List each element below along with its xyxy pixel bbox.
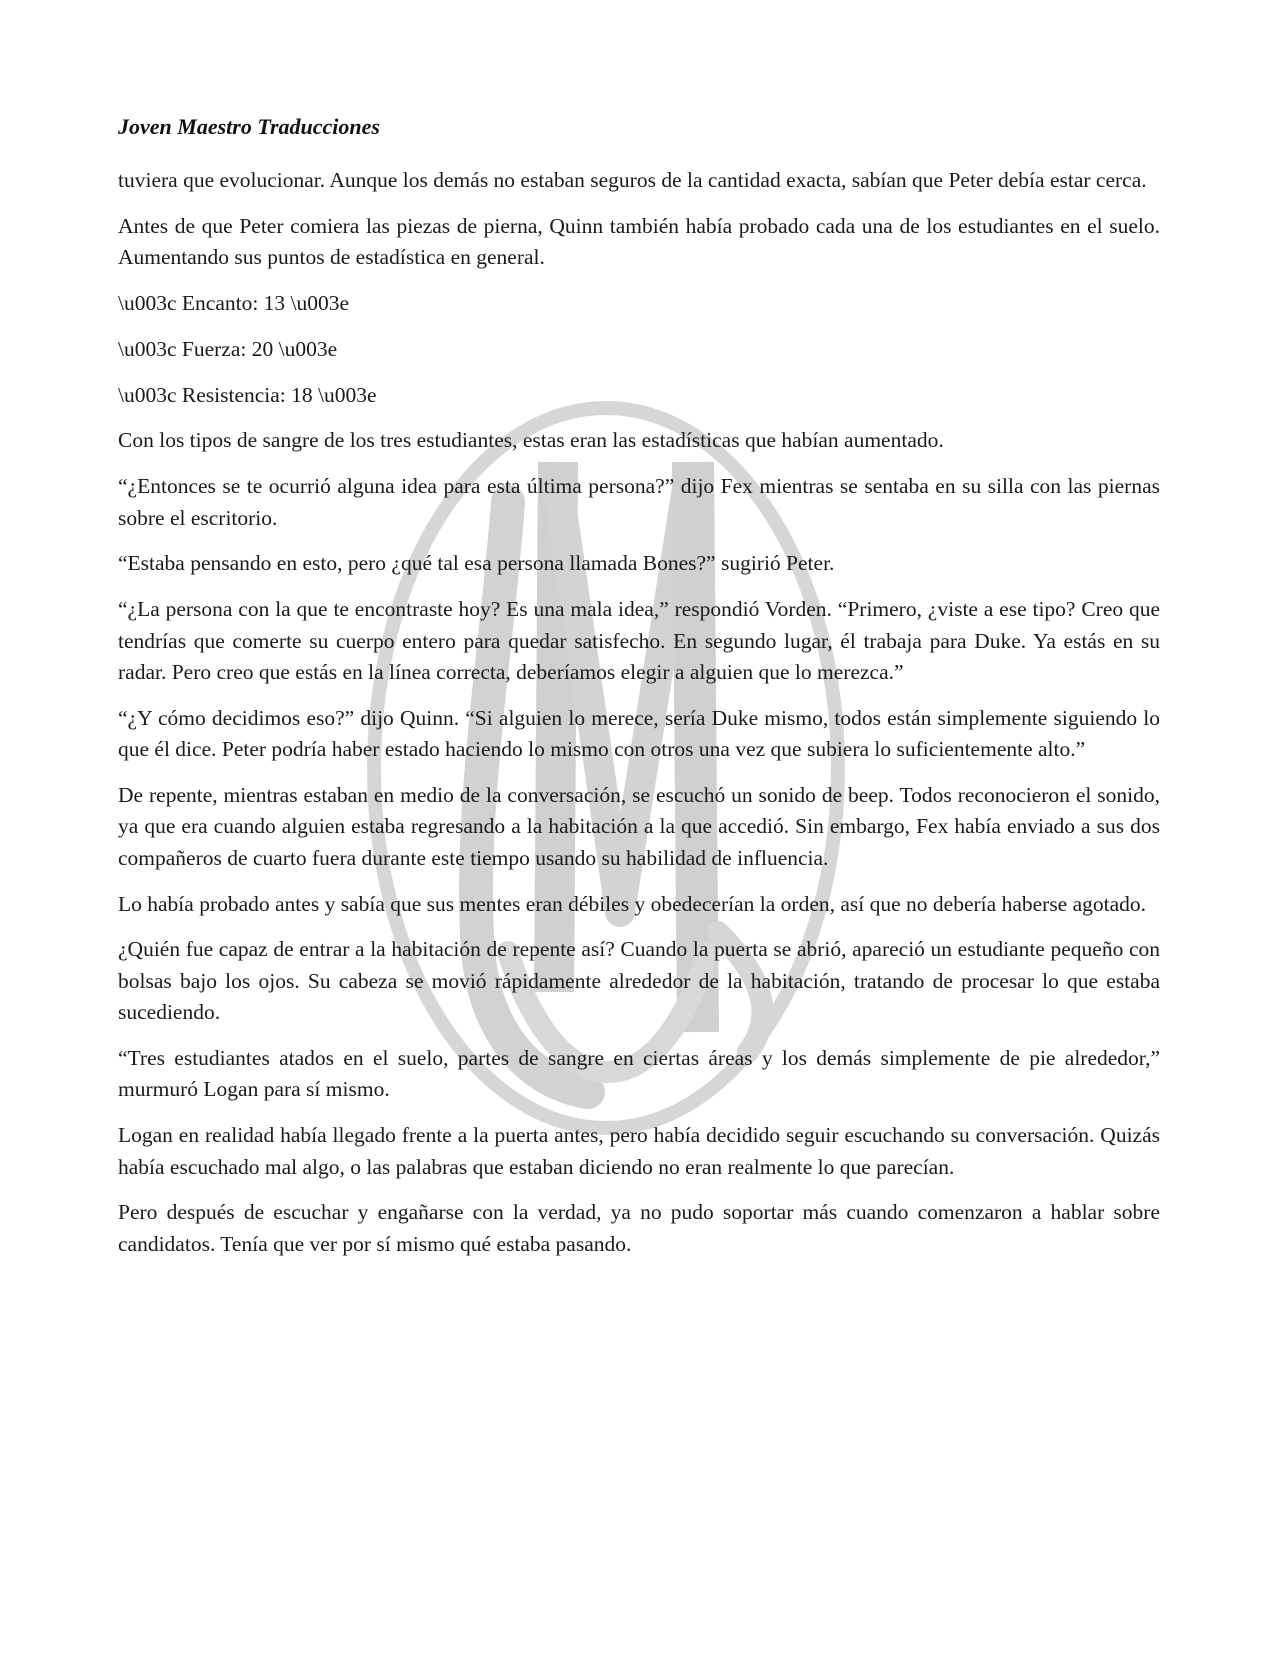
stat-line-fuerza: \u003c Fuerza: 20 \u003e xyxy=(118,336,338,361)
paragraph: “¿Y cómo decidimos eso?” dijo Quinn. “Si alguien lo merece, sería Duke mismo, todos están simplemente siguiendo lo que él dice. Peter podría haber estado haciendo lo mismo con otros una vez que subiera lo suficientemente alto.” xyxy=(118,705,1160,762)
paragraph: Lo había probado antes y sabía que sus mentes eran débiles y obedecerían la orden, así que no debería haberse agotado. xyxy=(118,891,1147,916)
document-body xyxy=(118,112,1160,1275)
paragraph: Logan en realidad había llegado frente a la puerta antes, pero había decidido seguir escuchando su conversación. Quizás había escuchado mal algo, o las palabras que estaban diciendo no eran realmente lo que parecían. xyxy=(118,1123,1160,1179)
paragraph: De repente, mientras estaban en medio de la conversación, se escuchó un sonido de beep. Todos reconocieron el sonido, ya que era cuando alguien estaba regresando a la habitación a la que accedió. Sin embargo, Fex había enviado a sus dos compañeros de cuarto fuera durante este tiempo usando su habilidad de influencia. xyxy=(118,783,1160,870)
paragraph: tuviera que evolucionar. Aunque los demás no estaban seguros de la cantidad exacta, sabían que Peter debía estar cerca. xyxy=(118,168,1147,192)
paragraph: ¿Quién fue capaz de entrar a la habitación de repente así? Cuando la puerta se abrió, apareció un estudiante pequeño con bolsas bajo los ojos. Su cabeza se movió rápidamente alrededor de la habitación, tratando de procesar lo que estaba sucediendo. xyxy=(118,937,1160,1025)
paragraph: “¿La persona con la que te encontraste hoy? Es una mala idea,” respondió Vorden. “Primero, ¿viste a ese tipo? Creo que tendrías que comerte su cuerpo entero para quedar satisfecho. En segundo lugar, él trabaja para Duke. Ya estás en su radar. Pero creo que estás en la línea correcta, deberíamos elegir a alguien que lo merezca.” xyxy=(118,597,1160,684)
paragraph: “¿Entonces se te ocurrió alguna idea para esta última persona?” dijo Fex mientras se sentaba en su silla con las piernas sobre el escritorio. xyxy=(118,474,1160,530)
paragraph: “Estaba pensando en esto, pero ¿qué tal esa persona llamada Bones?” sugirió Peter. xyxy=(118,551,835,576)
paragraph: Antes de que Peter comiera las piezas de pierna, Quinn también había probado cada una de los estudiantes en el suelo. Aumentando sus puntos de estadística en general. xyxy=(118,213,1160,270)
paragraph: Pero después de escuchar y engañarse con la verdad, ya no pudo soportar más cuando comenzaron a hablar sobre candidatos. Tenía que ver por sí mismo qué estaba pasando. xyxy=(118,1200,1160,1256)
paragraph: Con los tipos de sangre de los tres estudiantes, estas eran las estadísticas que habían aumentado. xyxy=(118,428,944,453)
paragraph: “Tres estudiantes atados en el suelo, partes de sangre en ciertas áreas y los demás simplemente de pie alrededor,” murmuró Logan para sí mismo. xyxy=(118,1046,1160,1102)
stat-line-resistencia: \u003c Resistencia: 18 \u003e xyxy=(118,382,377,407)
document-header-title: Joven Maestro Traducciones xyxy=(118,114,380,139)
stat-line-encanto: \u003c Encanto: 13 \u003e xyxy=(118,291,350,315)
